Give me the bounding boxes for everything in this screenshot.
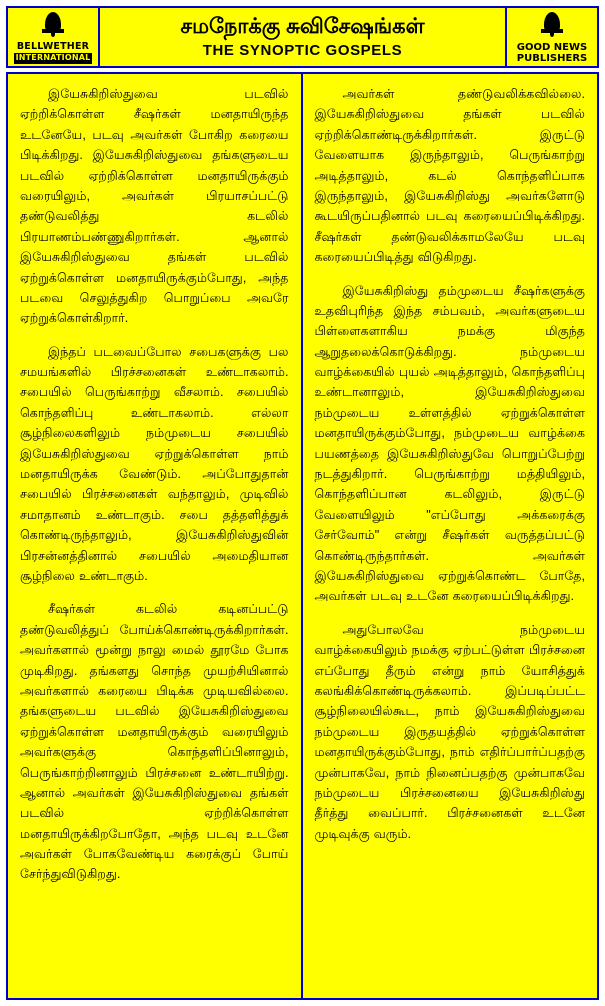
page-header xyxy=(6,6,599,68)
title-english: THE SYNOPTIC GOSPELS xyxy=(202,42,403,60)
column-left xyxy=(8,74,303,998)
bell-icon xyxy=(541,10,563,40)
title-tamil: சமநோக்கு சுவிசேஷங்கள் xyxy=(180,14,425,38)
publisher-logo-left xyxy=(8,8,100,66)
publisher-left-line1: BELLWETHER xyxy=(16,41,90,53)
publisher-right-line1: GOOD NEWS xyxy=(516,42,588,53)
publisher-logo-right xyxy=(505,8,597,66)
paragraph: இயேசுகிறிஸ்து தம்முடைய சீஷர்களுக்கு உதவிபுரிந்த இந்த சம்பவம், அவர்களுடைய பிள்ளைகளாகிய நமக்கு மிகுந்த ஆறுதலைக்கொடுக்கிறது. நம்முடைய வாழ்க்கையில் புயல் அடித்தாலும், கொந்தளிப்பு உண்டானாலும், இயேசுகிறிஸ்துவை நம்முடைய உள்ளத்தில் ஏற்றுக்கொள்ள மனதாயிருக்கும்போது, நம்முடைய வாழ்க்கை பயணத்தை இயேசுகிறிஸ்துவே பொறுப்பேற்று நடத்துகிறார். பெருங்காற்று மத்தியிலும், கொந்தளிப்பான கடலிலும், இருட்டு வேளையிலும் "எப்போது அக்கரைக்கு சேர்வோம்" என்று சீஷர்கள் வருத்தப்பட்டு கொண்டிருந்தார்கள். அவர்கள் இயேசுகிறிஸ்துவை ஏற்றுக்கொண்ட போதே, அவர்கள் படவு உடனே கரையைப்பிடிக்கிறது. xyxy=(314,283,585,604)
paragraph: அதுபோலவே நம்முடைய வாழ்க்கையிலும் நமக்கு ஏற்பட்டுள்ள பிரச்சனை எப்போது தீரும் என்று நாம் யோசித்துக் கலங்கிக்கொண்டிருக்கலாம். இப்படிப்பட்ட சூழ்நிலையில்கூட, நாம் இயேசுகிறிஸ்துவை நம்முடைய இருதயத்தில் ஏற்றுக்கொள்ள மனதாயிருக்கும்போது, நாம் எதிர்ப்பார்ப்பதற்கு முன்பாகவே, நாம் நினைப்பதற்கு முன்பாகவே நம்முடைய பிரச்சனையை இயேசுகிறிஸ்து தீர்த்து வைப்பார். பிரச்சனைகள் உடனே முடிவுக்கு வரும். xyxy=(314,622,585,841)
page-body xyxy=(6,72,599,1000)
paragraph: இந்தப் படவைப்போல சபைகளுக்கு பல சமயங்களில் பிரச்சனைகள் உண்டாகலாம். சபையில் பெருங்காற்று வீசலாம். சபையில் கொந்தளிப்பு உண்டாகலாம். எல்லா சூழ்நிலைகளிலும் நம்முடைய சபையில் இயேசுகிறிஸ்துவை ஏற்றுக்கொள்ள நாம் மனதாயிருக்க வேண்டும். அப்போதுதான் சபையில் பிரச்சனைகள் வந்தாலும், முடிவில் சமாதானம் உண்டாகும். சபை தத்தளித்துக் கொண்டிருந்தாலும், இயேசுகிறிஸ்துவின் பிரசன்னத்தினால் சபையில் அமைதியான சூழ்நிலை உண்டாகும். xyxy=(20,344,289,583)
publisher-left-line2: INTERNATIONAL xyxy=(15,53,91,63)
publisher-right-line2: PUBLISHERS xyxy=(516,53,588,64)
publisher-logo-left-text xyxy=(14,42,93,63)
paragraph: இயேசுகிறிஸ்துவை படவில் ஏற்றிக்கொள்ள சீஷர்கள் மனதாயிருந்த உடனேயே, படவு அவர்கள் போகிற கரையை பிடிக்கிறது. இயேசுகிறிஸ்துவை தங்களுடைய படவில் ஏற்றிக்கொள்ள மனதாயிருக்கும் வரையிலும், அவர்கள் பிரயாசப்பட்டு தண்டுவலித்து கடலில் பிரயாணம்பண்ணுகிறார்கள். ஆனால் இயேசுகிறிஸ்துவை தங்கள் படவில் ஏற்றுக்கொள்ள மனதாயிருக்கும்போது, அந்த படவை செலுத்துகிற பொறுப்பை அவரே ஏற்றுக்கொள்கிறார். xyxy=(20,87,289,326)
paragraph: சீஷர்கள் கடலில் கடினப்பட்டு தண்டுவலித்துப் போய்க்கொண்டிருக்கிறார்கள். அவர்களால் மூன்று நாலு மைல் தூரமே போக முடிகிறது. தங்களது சொந்த முயற்சியினால் அவர்களால் கரையை பிடிக்க முடியவில்லை. தங்களுடைய படவில் இயேசுகிறிஸ்துவை ஏற்றுக்கொள்ள மனதாயிருக்கும் வரையிலும் அவர்களுக்கு கொந்தளிப்பினாலும், பெருங்காற்றினாலும் பிரச்சனை உண்டாயிற்று. ஆனால் அவர்கள் இயேசுகிறிஸ்துவை தங்கள் படவில் ஏற்றிக்கொள்ள மனதாயிருக்கிறபோதோ, அந்த படவு உடனே அவர்கள் போகவேண்டிய கரைக்குப் போய் சேர்ந்துவிடுகிறது. xyxy=(20,602,289,882)
column-right xyxy=(303,74,598,998)
paragraph: அவர்கள் தண்டுவலிக்கவில்லை. இயேசுகிறிஸ்துவை தங்கள் படவில் ஏற்றிக்கொண்டிருக்கிறார்கள். இருட்டு வேளையாக இருந்தாலும், பெருங்காற்று அடித்தாலும், கடல் கொந்தளிப்பாக இருந்தாலும், இயேசுகிறிஸ்து அவர்களோடு கூடயிருப்பதினால் படவு கரையைப்பிடிக்கிறது. சீஷர்கள் தண்டுவலிக்காமலேயே படவு கரையைப்பிடித்து விடுகிறது. xyxy=(314,87,585,265)
page-title xyxy=(100,8,505,66)
bell-icon xyxy=(42,10,64,40)
publisher-logo-right-text xyxy=(517,42,587,64)
